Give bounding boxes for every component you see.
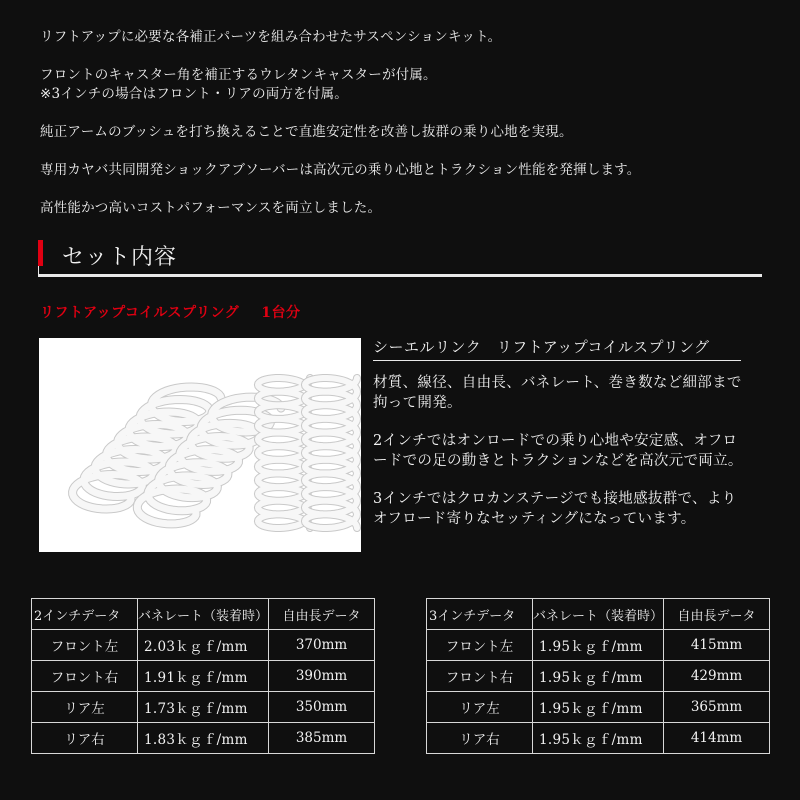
table-header-cell: 3インチデータ [427, 599, 533, 630]
section-heading [38, 238, 762, 278]
intro-paragraph: 純正アームのブッシュを打ち換えることで直進安定性を改善し抜群の乗り心地を実現。 [40, 124, 573, 140]
table-cell: リア左 [32, 692, 138, 723]
coil-spring-photo [39, 338, 361, 552]
table-cell: フロント右 [427, 661, 533, 692]
table-cell: フロント左 [32, 630, 138, 661]
description-paragraph: 2インチではオンロードでの乗り心地や安定感、オフロードでの足の動きとトラクションなどを高次元で両立。 [373, 433, 743, 469]
table-cell: 1.91ｋｇｆ/mm [138, 661, 269, 692]
product-title-underline [373, 360, 741, 361]
table-cell: フロント左 [427, 630, 533, 661]
heading-accent-bar [38, 240, 43, 266]
table-row [427, 692, 770, 723]
table-cell: 390mm [269, 661, 375, 692]
table-cell: 1.83ｋｇｆ/mm [138, 723, 269, 754]
intro-paragraph: 専用カヤバ共同開発ショックアブソーバーは高次元の乗り心地とトラクション性能を発揮します。 [40, 162, 641, 178]
product-description [373, 373, 745, 547]
table-row [32, 723, 375, 754]
coil-spring [305, 378, 357, 528]
set-item-subtitle [40, 302, 300, 322]
table-header-row [32, 599, 375, 630]
table-row [32, 630, 375, 661]
table-header-cell: バネレート（装着時） [533, 599, 664, 630]
table-cell: 415mm [664, 630, 770, 661]
table-header-cell: 自由長データ [269, 599, 375, 630]
table-row [427, 723, 770, 754]
table-cell: 350mm [269, 692, 375, 723]
table-row [427, 630, 770, 661]
spec-table-2inch [31, 598, 375, 754]
table-row [427, 661, 770, 692]
table-header-cell: バネレート（装着時） [138, 599, 269, 630]
table-cell: 1.73ｋｇｆ/mm [138, 692, 269, 723]
table-cell: 370mm [269, 630, 375, 661]
product-title: シーエルリンク リフトアップコイルスプリング [373, 338, 710, 356]
table-cell: 365mm [664, 692, 770, 723]
intro-line: フロントのキャスター角を補正するウレタンキャスターが付属。 [40, 67, 437, 83]
table-cell: リア右 [427, 723, 533, 754]
intro-text [40, 28, 770, 237]
coil-spring-illustration [39, 338, 361, 552]
intro-paragraph: 高性能かつ高いコストパフォーマンスを両立しました。 [40, 200, 382, 216]
intro-note: ※3インチの場合はフロント・リアの両方を付属。 [40, 86, 348, 102]
section-title: セット内容 [62, 245, 178, 270]
table-header-row [427, 599, 770, 630]
table-cell: 2.03ｋｇｆ/mm [138, 630, 269, 661]
heading-underline [38, 274, 762, 277]
table-cell: 1.95ｋｇｆ/mm [533, 630, 664, 661]
table-header-cell: 2インチデータ [32, 599, 138, 630]
subtitle-item: リフトアップコイルスプリング [40, 305, 240, 321]
description-paragraph: 材質、線径、自由長、バネレート、巻き数など細部まで拘って開発。 [373, 375, 742, 411]
table-row [32, 692, 375, 723]
table-header-cell: 自由長データ [664, 599, 770, 630]
table-cell: 385mm [269, 723, 375, 754]
table-cell: リア左 [427, 692, 533, 723]
table-cell: 1.95ｋｇｆ/mm [533, 692, 664, 723]
table-row [32, 661, 375, 692]
spec-table-3inch [426, 598, 770, 754]
table-cell: 414mm [664, 723, 770, 754]
table-cell: 1.95ｋｇｆ/mm [533, 723, 664, 754]
table-cell: フロント右 [32, 661, 138, 692]
intro-paragraph: リフトアップに必要な各補正パーツを組み合わせたサスペンションキット。 [40, 29, 502, 45]
description-paragraph: 3インチではクロカンステージでも接地感抜群で、よりオフロード寄りなセッティングになっています。 [373, 491, 737, 527]
table-cell: 429mm [664, 661, 770, 692]
table-cell: リア右 [32, 723, 138, 754]
subtitle-quantity: 1台分 [261, 305, 301, 321]
intro-paragraph [40, 66, 770, 104]
table-cell: 1.95ｋｇｆ/mm [533, 661, 664, 692]
